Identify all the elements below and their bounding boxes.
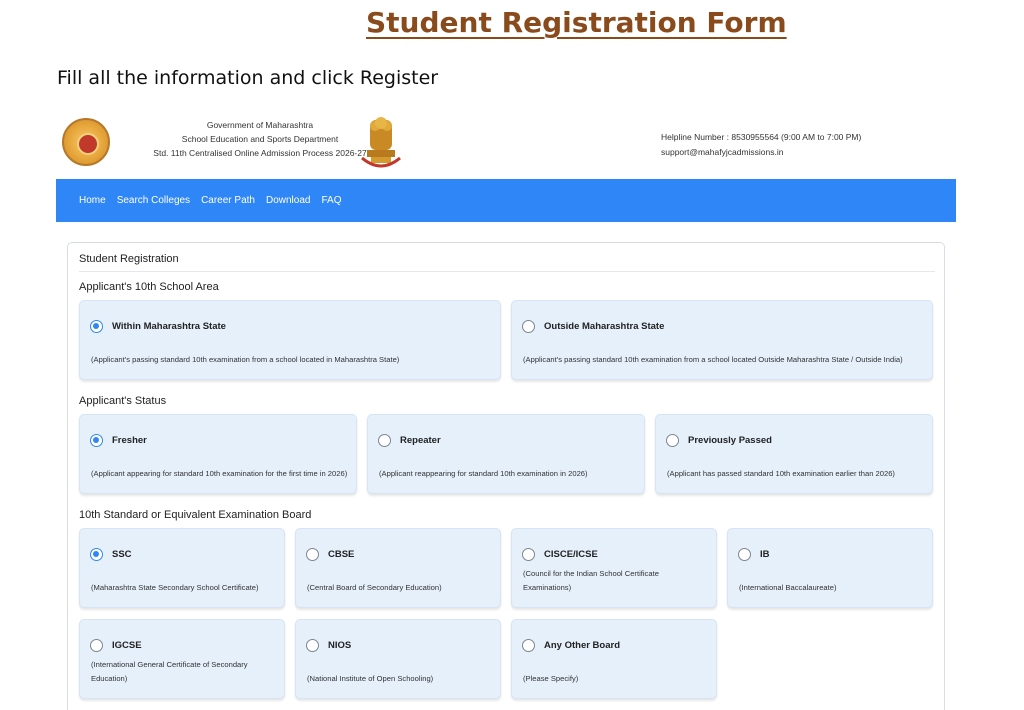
radio-within-maharashtra[interactable]	[90, 320, 103, 333]
nav-home[interactable]: Home	[79, 195, 106, 206]
radio-repeater[interactable]	[378, 434, 391, 447]
document-subtitle: Fill all the information and click Register	[57, 67, 439, 89]
radio-ib[interactable]	[738, 548, 751, 561]
gov-line-1: Government of Maharashtra	[206, 120, 314, 130]
helpline-number: Helpline Number : 8530955564 (9:00 AM to 7:00 PM)	[661, 132, 862, 142]
option-label: Previously Passed	[688, 435, 772, 446]
option-label: CISCE/ICSE	[544, 549, 598, 560]
school-area-label: Applicant's 10th School Area	[79, 281, 219, 293]
radio-nios[interactable]	[306, 639, 319, 652]
radio-cbse[interactable]	[306, 548, 319, 561]
option-outside-maharashtra[interactable]	[511, 300, 933, 380]
option-label: Outside Maharashtra State	[544, 321, 665, 332]
nav-download[interactable]: Download	[265, 195, 311, 206]
option-description: (Applicant's passing standard 10th examination from a school located in Maharashtra State)	[91, 355, 400, 364]
option-description: (Council for the Indian School Certificate Examinations)	[523, 569, 659, 592]
option-description: (Maharashtra State Secondary School Certificate)	[91, 583, 259, 592]
option-label: CBSE	[328, 549, 355, 560]
national-emblem-icon	[356, 114, 406, 174]
gov-line-3: Std. 11th Centralised Online Admission Process 2026-27	[153, 148, 367, 158]
option-igcse[interactable]	[79, 619, 285, 699]
registration-form-card	[67, 242, 945, 710]
option-nios[interactable]	[295, 619, 501, 699]
form-divider	[79, 271, 935, 272]
gov-line-2: School Education and Sports Department	[181, 134, 339, 144]
option-label: IB	[760, 549, 770, 560]
status-label: Applicant's Status	[79, 395, 167, 407]
option-description: (Central Board of Secondary Education)	[307, 583, 442, 592]
option-description: (International General Certificate of Secondary Education)	[91, 660, 248, 683]
maharashtra-seal-icon	[62, 118, 110, 166]
option-description: (Applicant has passed standard 10th examination earlier than 2026)	[667, 469, 895, 478]
nav-career-path[interactable]: Career Path	[201, 195, 255, 206]
option-repeater[interactable]	[367, 414, 645, 494]
radio-igcse[interactable]	[90, 639, 103, 652]
option-label: SSC	[112, 549, 132, 560]
radio-fresher[interactable]	[90, 434, 103, 447]
option-within-maharashtra[interactable]	[79, 300, 501, 380]
option-description: (Applicant's passing standard 10th examination from a school located Outside Maharashtra State / Outside India)	[523, 355, 903, 364]
option-label: NIOS	[328, 640, 352, 651]
radio-cisce-icse[interactable]	[522, 548, 535, 561]
option-ib[interactable]	[727, 528, 933, 608]
radio-any-other-board[interactable]	[522, 639, 535, 652]
document-title-wrap	[366, 6, 787, 46]
option-label: Fresher	[112, 435, 147, 446]
option-previously-passed[interactable]	[655, 414, 933, 494]
option-description: (Please Specify)	[523, 674, 579, 683]
support-email: support@mahafyjcadmissions.in	[661, 147, 784, 157]
option-label: Repeater	[400, 435, 441, 446]
option-fresher[interactable]	[79, 414, 357, 494]
option-any-other-board[interactable]	[511, 619, 717, 699]
document-title: Student Registration Form	[366, 6, 787, 39]
option-label: IGCSE	[112, 640, 142, 651]
radio-outside-maharashtra[interactable]	[522, 320, 535, 333]
main-navbar	[56, 179, 956, 222]
option-ssc[interactable]	[79, 528, 285, 608]
radio-ssc[interactable]	[90, 548, 103, 561]
option-label: Within Maharashtra State	[112, 321, 226, 332]
site-header	[56, 112, 956, 178]
radio-previously-passed[interactable]	[666, 434, 679, 447]
option-cbse[interactable]	[295, 528, 501, 608]
option-description: (Applicant appearing for standard 10th examination for the first time in 2026)	[91, 469, 348, 478]
board-label: 10th Standard or Equivalent Examination Board	[79, 509, 312, 521]
nav-search-colleges[interactable]: Search Colleges	[116, 195, 191, 206]
option-description: (Applicant reappearing for standard 10th examination in 2026)	[379, 469, 588, 478]
option-cisce-icse[interactable]	[511, 528, 717, 608]
option-label: Any Other Board	[544, 640, 621, 651]
nav-faq[interactable]: FAQ	[321, 195, 342, 206]
helpline-info	[661, 130, 861, 160]
option-description: (National Institute of Open Schooling)	[307, 674, 434, 683]
option-description: (International Baccalaureate)	[739, 583, 837, 592]
form-title: Student Registration	[79, 253, 179, 265]
